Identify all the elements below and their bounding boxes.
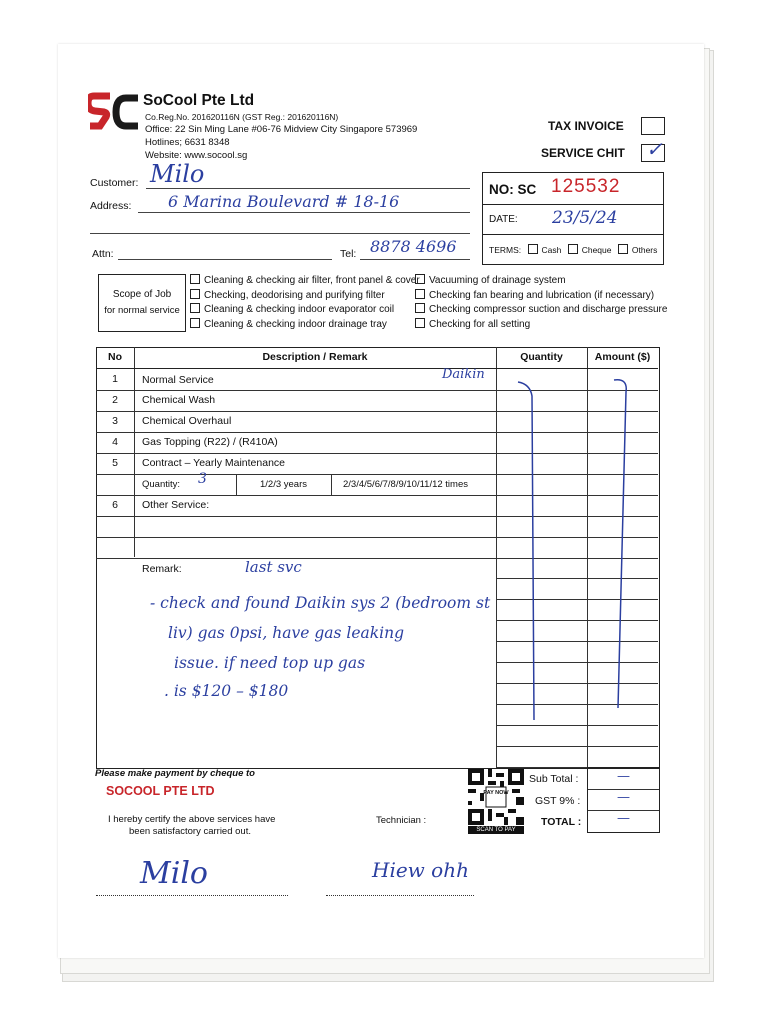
scope-item — [415, 318, 667, 333]
paynow-qr-code[interactable] — [468, 769, 524, 833]
invoice-no-value: 125532 — [551, 176, 621, 197]
scope-column-1 — [190, 274, 420, 332]
header-amount: Amount ($) — [594, 351, 651, 363]
company-website: Website: www.socool.sg — [145, 150, 248, 161]
scope-checkbox[interactable] — [415, 289, 425, 299]
scope-item-label: Checking for all setting — [429, 318, 531, 330]
quantity-label: Quantity: — [142, 479, 181, 490]
scope-item-label: Cleaning & checking indoor drainage tray — [204, 318, 387, 330]
scope-checkbox[interactable] — [190, 318, 200, 328]
service-chit-label: SERVICE CHIT — [541, 146, 625, 160]
scope-item — [415, 289, 667, 304]
date-label: DATE: — [489, 214, 518, 225]
scope-item — [190, 274, 420, 289]
sc-logo-icon — [88, 92, 140, 132]
terms-cash-label: Cash — [541, 245, 562, 255]
times-option: 2/3/4/5/6/7/8/9/10/11/12 times — [343, 479, 468, 490]
customer-signature-line[interactable] — [96, 895, 288, 896]
invoice-no-label: NO: SC — [489, 182, 537, 197]
row-description: Contract – Yearly Maintenance — [142, 457, 286, 469]
remark-line-2: liv) gas 0psi, have gas leaking — [168, 624, 404, 642]
remark-line-4: . is $120 – $180 — [164, 682, 289, 700]
table-header-row — [96, 347, 658, 369]
row-number: 2 — [112, 394, 118, 406]
scope-item — [190, 318, 420, 333]
tel-label: Tel: — [340, 248, 357, 260]
terms-cash-checkbox[interactable] — [528, 244, 538, 254]
years-option: 1/2/3 years — [260, 479, 307, 490]
scope-checkbox[interactable] — [190, 289, 200, 299]
row-number: 4 — [112, 436, 118, 448]
sub-total-value: — — [617, 769, 630, 784]
row-description: Normal Service — [142, 374, 214, 386]
certify-line-2: been satisfactory carried out. — [129, 826, 251, 837]
terms-row — [489, 244, 657, 255]
row-number: 1 — [112, 373, 118, 385]
service-chit-checkbox[interactable] — [641, 137, 665, 162]
qr-code-icon — [468, 769, 524, 825]
tel-underline — [360, 259, 470, 260]
remark-line-3: issue. if need top up gas — [174, 654, 366, 672]
remark-line-1: - check and found Daikin sys 2 (bedroom st — [150, 594, 491, 612]
header-no: No — [108, 351, 122, 363]
contract-divider — [331, 474, 332, 495]
payment-note: Please make payment by cheque to — [95, 768, 255, 779]
scope-item-label: Cleaning & checking air filter, front panel & cover — [204, 275, 420, 286]
scope-item-label: Vacuuming of drainage system — [429, 275, 566, 286]
scope-item-label: Checking compressor suction and discharge pressure — [429, 304, 668, 315]
payee-name: SOCOOL PTE LTD — [106, 784, 215, 798]
address-label: Address: — [90, 200, 132, 212]
technician-label: Technician : — [376, 815, 427, 826]
company-address: Office: 22 Sin Ming Lane #06-76 Midview City Singapore 573969 — [145, 124, 418, 135]
address-value: 6 Marina Boulevard # 18-16 — [168, 192, 400, 211]
technician-signature-line[interactable] — [326, 895, 474, 896]
tel-value: 8878 4696 — [370, 237, 457, 256]
scope-checkbox[interactable] — [415, 274, 425, 284]
scope-label-line2: for normal service — [104, 305, 180, 316]
contract-divider — [236, 474, 237, 495]
row-number: 6 — [112, 499, 118, 511]
customer-underline — [146, 188, 470, 189]
date-value: 23/5/24 — [552, 208, 618, 228]
handwritten-bracket-lines — [496, 370, 658, 730]
certify-line-1: I hereby certify the above services have — [108, 814, 276, 825]
row-description: Gas Topping (R22) / (R410A) — [142, 436, 278, 448]
scope-checkbox[interactable] — [415, 303, 425, 313]
tax-invoice-label: TAX INVOICE — [548, 119, 624, 133]
terms-others-checkbox[interactable] — [618, 244, 628, 254]
scope-item-label: Cleaning & checking indoor evaporator coil — [204, 304, 395, 315]
remark-label: Remark: — [142, 563, 182, 575]
handwritten-brand: Daikin — [442, 367, 485, 382]
terms-label: TERMS: — [489, 245, 522, 255]
scope-label-box — [98, 274, 186, 332]
scope-item-label: Checking, deodorising and purifying filter — [204, 289, 385, 301]
scope-column-2 — [415, 274, 667, 332]
total-label: TOTAL : — [541, 816, 582, 828]
company-logo — [88, 92, 140, 132]
scope-checkbox[interactable] — [415, 318, 425, 328]
terms-cheque-checkbox[interactable] — [568, 244, 578, 254]
row-description: Chemical Overhaul — [142, 415, 232, 427]
row-number: 5 — [112, 457, 118, 469]
technician-signature: Hiew ohh — [372, 858, 469, 882]
scope-checkbox[interactable] — [190, 303, 200, 313]
row-description: Other Service: — [142, 499, 210, 511]
address-second-line — [90, 233, 470, 234]
company-hotlines: Hotlines; 6631 8348 — [145, 137, 230, 148]
customer-label: Customer: — [90, 177, 139, 189]
service-chit-check-mark: ✓ — [646, 137, 663, 161]
quantity-value: 3 — [198, 471, 207, 487]
gst-value: — — [617, 790, 630, 805]
sub-total-label: Sub Total : — [529, 773, 579, 785]
customer-signature: Milo — [140, 856, 208, 891]
remark-line-0: last svc — [245, 558, 302, 576]
scope-label-line1: Scope of Job — [112, 289, 172, 300]
address-underline — [138, 212, 470, 213]
gst-label: GST 9% : — [535, 795, 581, 807]
header-description: Description / Remark — [262, 351, 368, 363]
tax-invoice-checkbox[interactable] — [641, 117, 665, 135]
row-description: Chemical Wash — [142, 394, 216, 406]
total-value: — — [617, 811, 630, 826]
scope-item — [190, 289, 420, 304]
scope-item-label: Checking fan bearing and lubrication (if necessary) — [429, 289, 655, 301]
terms-others-label: Others — [631, 245, 658, 255]
company-reg: Co.Reg.No. 201620116N (GST Reg.: 201620116N) — [145, 112, 339, 122]
scan-to-pay-caption: SCAN TO PAY — [468, 826, 524, 834]
scope-checkbox[interactable] — [190, 274, 200, 284]
row-number: 3 — [112, 415, 118, 427]
attn-underline — [118, 259, 332, 260]
totals-box — [587, 767, 660, 833]
company-name: SoCool Pte Ltd — [143, 92, 255, 109]
qr-center-label: PAY NOW — [483, 790, 509, 796]
terms-cheque-label: Cheque — [581, 245, 612, 255]
scope-item — [190, 303, 420, 318]
scope-item — [415, 303, 667, 318]
attn-label: Attn: — [92, 248, 114, 260]
customer-value: Milo — [150, 160, 205, 188]
header-quantity: Quantity — [520, 351, 563, 363]
scope-item — [415, 274, 667, 289]
